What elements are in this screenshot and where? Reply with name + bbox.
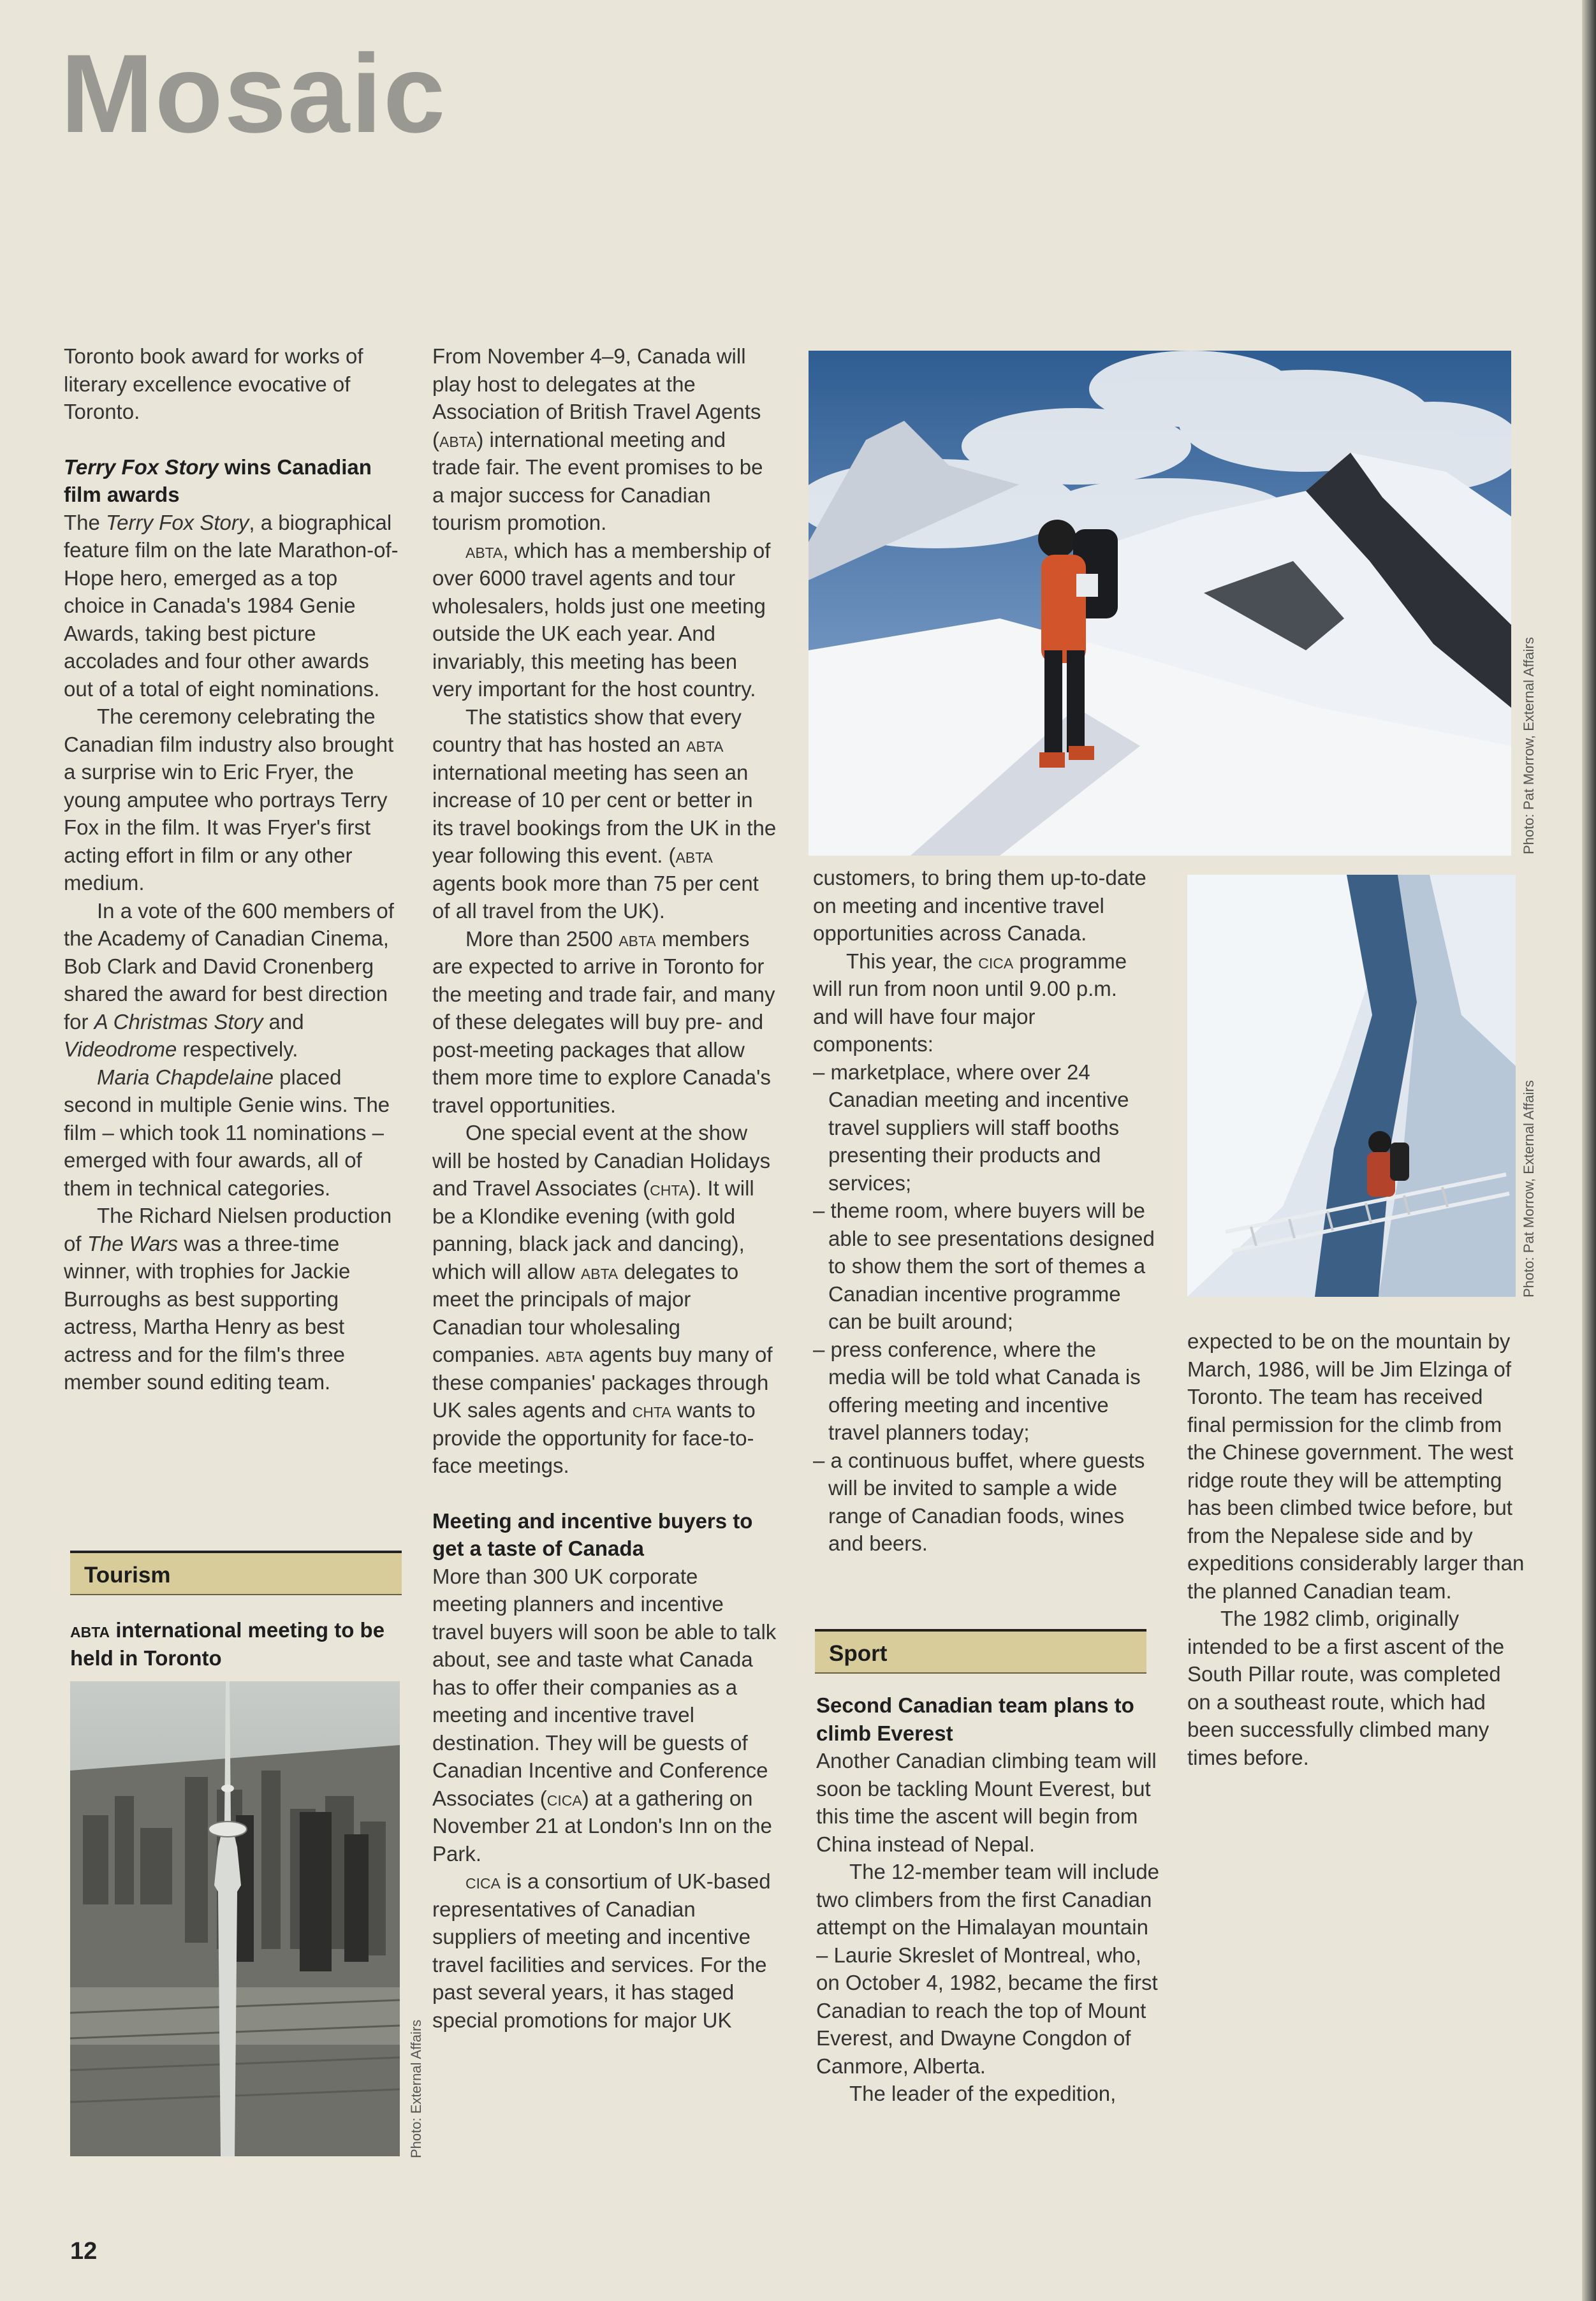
list-item: – marketplace, where over 24 Canadian meeting and incentive travel suppliers will staff booths presenting their products and services; <box>813 1060 1129 1195</box>
film-paragraph-5: The Richard Nielsen production of The Wars was a three-time winner, with trophies for Jackie Burroughs as best supporting actress, Martha Henry as best actress and for the film's three member sound editing team. <box>64 1204 392 1394</box>
everest-paragraph-5: The 1982 climb, originally intended to be a first ascent of the South Pillar route, was completed on a southeast route, which had been successfully climbed many times before. <box>1187 1607 1505 1769</box>
crevasse-ladder-photo <box>1187 875 1516 1297</box>
list-item: – theme room, where buyers will be able to see presentations designed to show them the sort of themes a Canadian incentive programme can be built around; <box>813 1199 1155 1333</box>
list-item: – a continuous buffet, where guests will be invited to sample a wide range of Canadian foods, wines and beers. <box>813 1448 1145 1555</box>
abta-paragraph-4: More than 2500 abta members are expected to arrive in Toronto for the meeting and trade fair, and many of these delegates will buy pre- and post-meeting packages that allow them more time to explore Canada's travel opportunities. <box>432 926 775 1117</box>
tourism-heading: abta international meeting to be held in Toronto <box>70 1618 385 1670</box>
cica-paragraph-1: More than 300 UK corporate meeting planners and incentive travel buyers will soon be able to talk about, see and taste what Canada has to offer their companies as a meeting and incentive travel destination. They will be guests of Canadian Incentive and Conference Associates (cica) at a gathering on November 21 at London's Inn on the Park. <box>432 1564 777 1866</box>
abta-paragraph-2: abta, which has a membership of over 6000 travel agents and tour wholesalers, holds just one meeting outside the UK each year. And invariably, this meeting has been very important for the host country. <box>432 538 771 701</box>
page-number: 12 <box>70 2238 98 2265</box>
everest-photo-credit: Photo: Pat Morrow, External Affairs <box>1521 637 1537 854</box>
column-3 <box>813 864 1157 1558</box>
toronto-cn-tower-photo <box>70 1681 400 2156</box>
everest-heading: Second Canadian team plans to climb Everest <box>816 1693 1134 1745</box>
column-4 <box>1187 1327 1525 1771</box>
cica-paragraph-4: This year, the cica programme will run from noon until 9.00 p.m. and will have four major components: <box>813 949 1127 1056</box>
sport-banner: Sport <box>815 1629 1146 1674</box>
list-item: – press conference, where the media will be told what Canada is offering meeting and incentive travel planners today; <box>813 1337 1141 1444</box>
everest-paragraph-1: Another Canadian climbing team will soon be tackling Mount Everest, but this time the ascent will begin from China instead of Nepal. <box>816 1749 1157 1856</box>
film-paragraph-4: Maria Chapdelaine placed second in multiple Genie wins. The film – which took 11 nominations – emerged with four awards, all of them in technical categories. <box>64 1065 390 1200</box>
incentive-buyers-heading: Meeting and incentive buyers to get a taste of Canada <box>432 1508 753 1560</box>
everest-paragraph-3: The leader of the expedition, <box>849 2082 1116 2105</box>
components-list <box>813 1058 1157 1558</box>
column-1 <box>64 342 402 1396</box>
abta-paragraph-5: One special event at the show will be hosted by Canadian Holidays and Travel Associates (chta). It will be a Klondike evening (with gold panning, black jack and dancing), which will allow abta delegates to meet the principals of major Canadian tour wholesaling companies. abta agents buy many of these companies' packages through UK sales agents and chta wants to provide the opportunity for face-to-face meetings. <box>432 1121 773 1477</box>
toronto-photo-credit: Photo: External Affairs <box>408 2019 424 2158</box>
everest-paragraph-2: The 12-member team will include two climbers from the first Canadian attempt on the Himalayan mountain – Laurie Skreslet of Montreal, who, on October 4, 1982, became the first Canadian to reach the top of Mount Everest, and Dwayne Congdon of Canmore, Alberta. <box>816 1860 1160 2078</box>
intro-paragraph: Toronto book award for works of literary excellence evocative of Toronto. <box>64 344 363 423</box>
crevasse-photo-credit: Photo: Pat Morrow, External Affairs <box>1521 1080 1537 1297</box>
cica-paragraph-3: customers, to bring them up-to-date on meeting and incentive travel opportunities across Canada. <box>813 866 1146 945</box>
film-paragraph-3: In a vote of the 600 members of the Academy of Canadian Cinema, Bob Clark and David Cronenberg shared the award for best direction for A Christmas Story and Videodrome respectively. <box>64 898 394 1061</box>
page-title: Mosaic <box>61 32 447 156</box>
abta-paragraph-3: The statistics show that every country that has hosted an abta international meeting has seen an increase of 10 per cent or better in its travel bookings from the UK in the year following this event. (abta agents book more than 75 per cent of all travel from the UK). <box>432 705 777 923</box>
column-2 <box>432 342 777 2034</box>
film-paragraph-1: The Terry Fox Story, a biographical feature film on the late Marathon-of-Hope hero, emerged as a top choice in Canada's 1984 Genie Awards, taking best picture accolades and four other awards out of a total of eight nominations. <box>64 510 399 701</box>
cica-paragraph-2: cica is a consortium of UK-based representatives of Canadian suppliers of meeting and incentive travel facilities and services. For the past several years, it has staged special promotions for major UK <box>432 1869 771 2032</box>
abta-paragraph-1: From November 4–9, Canada will play host to delegates at the Association of British Travel Agents (abta) international meeting and trade fair. The event promises to be a major success for Canadian tourism promotion. <box>432 344 763 534</box>
film-awards-heading: Terry Fox Story wins Canadian film awards <box>64 455 372 506</box>
page-edge-shadow <box>1582 0 1596 2301</box>
everest-climber-photo <box>809 351 1511 856</box>
tourism-banner: Tourism <box>70 1551 402 1595</box>
tourism-heading-block <box>70 1616 402 1672</box>
film-paragraph-2: The ceremony celebrating the Canadian film industry also brought a surprise win to Eric Fryer, the young amputee who portrays Terry Fox in the film. It was Fryer's first acting effort in film or any other medium. <box>64 705 394 895</box>
sport-text <box>816 1691 1160 2108</box>
everest-paragraph-4: expected to be on the mountain by March, 1986, will be Jim Elzinga of Toronto. The team has received final permission for the climb from the Chinese government. The west ridge route they will be attempting has been climbed twice before, but from the Nepalese side and by expeditions considerably larger than the planned Canadian team. <box>1187 1329 1525 1603</box>
